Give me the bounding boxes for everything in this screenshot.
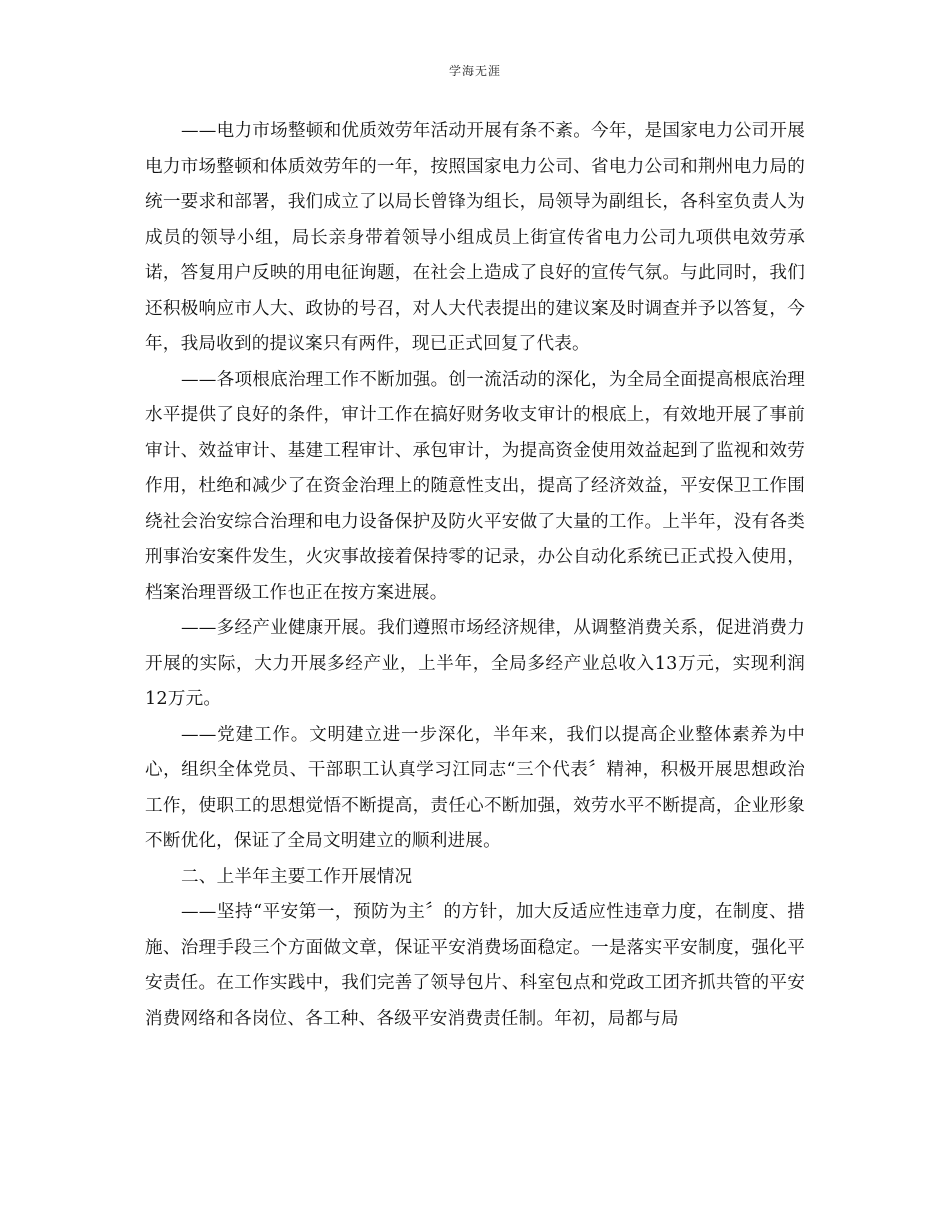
- paragraph-market-rectification: ——电力市场整顿和优质效劳年活动开展有条不紊。今年，是国家电力公司开展电力市场整顿和体质效劳年的一年，按照国家电力公司、省电力公司和荆州电力局的统一要求和部署，我们成立了以局长曾锋为组长，局领导为副组长，各科室负责人为成员的领导小组，局长亲身带着领导小组成员上街宣传省电力公司九项供电效劳承诺，答复用户反映的用电征询题，在社会上造成了良好的宣传气氛。与此同时，我们还积极响应市人大、政协的号召，对人大代表提出的建议案及时调查并予以答复，今年，我局收到的提议案只有两件，现已正式回复了代表。: [145, 121, 805, 354]
- page-header: 学海无涯: [448, 64, 501, 78]
- paragraph-safety-first: ——坚持“平安第一，预防为主〞的方针，加大反适应性违章力度，在制度、措施、治理手段三个方面做文章，保证平安消费场面稳定。一是落实平安制度，强化平安责任。在工作实践中，我们完善了领导包片、科室包点和党政工团齐抓共管的平安消费网络和各岗位、各工种、各级平安消费责任制。年初，局都与局: [145, 902, 805, 1029]
- paragraph-basic-management: ——各项根底治理工作不断加强。创一流活动的深化，为全局全面提高根底治理水平提供了良好的条件，审计工作在搞好财务收支审计的根底上，有效地开展了事前审计、效益审计、基建工程审计、承包审计，为提高资金使用效益起到了监视和效劳作用，杜绝和减少了在资金治理上的随意性支出，提高了经济效益，平安保卫工作围绕社会治安综合治理和电力设备保护及防火平安做了大量的工作。上半年，没有各类刑事治安案件发生，火灾事故接着保持零的记录，办公自动化系统已正式投入使用，档案治理晋级工作也正在按方案进展。: [145, 369, 805, 603]
- section-heading: 二、上半年主要工作开展情况: [181, 866, 413, 887]
- document-body: [145, 114, 805, 1037]
- paragraph-party-building: ——党建工作。文明建立进一步深化，半年来，我们以提高企业整体素养为中心，组织全体党员、干部职工认真学习江同志“三个代表〞精神，积极开展思想政治工作，使职工的思想觉悟不断提高，责任心不断加强，效劳水平不断提高，企业形象不断优化，保证了全局文明建立的顺利进展。: [145, 724, 805, 851]
- paragraph-diversified-industry: ——多经产业健康开展。我们遵照市场经济规律，从调整消费关系，促进消费力开展的实际，大力开展多经产业，上半年，全局多经产业总收入13万元，实现利润12万元。: [145, 618, 805, 709]
